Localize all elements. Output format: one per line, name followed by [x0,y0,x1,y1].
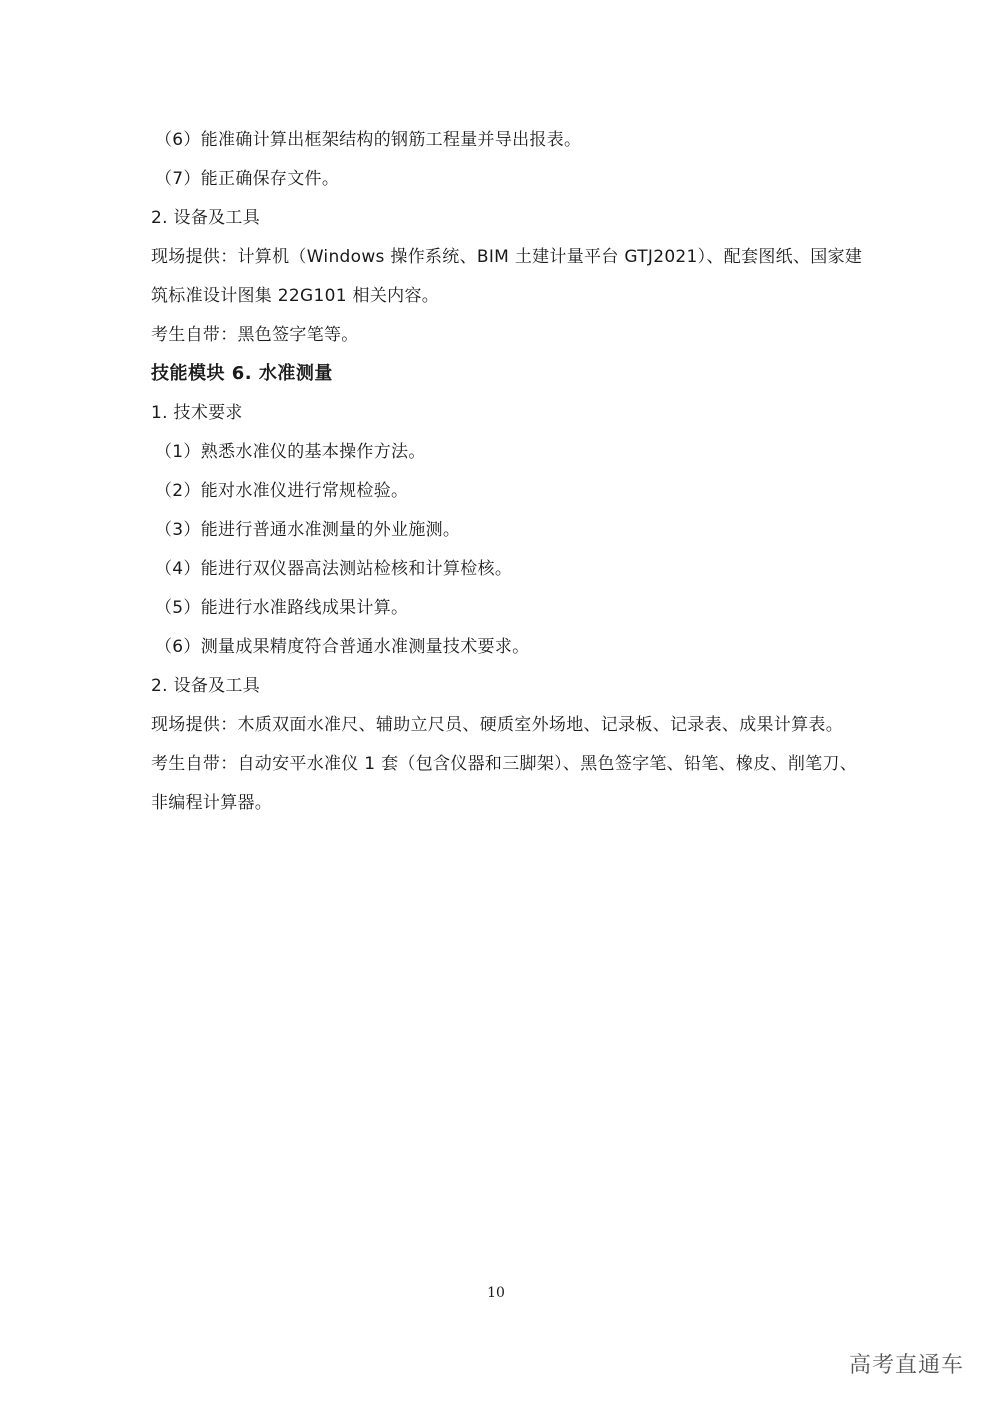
onsite-provided-line-2: 筑标准设计图集 22G101 相关内容。 [151,286,440,306]
onsite-provided-line-1: 现场提供：计算机（Windows 操作系统、BIM 土建计量平台 GTJ2021）、配套图纸、国家建 [151,247,863,267]
section-technical-requirements: 1. 技术要求 [151,403,243,423]
watermark: 高考直通车 [848,1353,964,1378]
requirement-2: （2）能对水准仪进行常规检验。 [155,481,409,501]
item-6-export-report: （6）能准确计算出框架结构的钢筋工程量并导出报表。 [155,130,582,150]
candidate-brings: 考生自带：黑色签字笔等。 [151,325,359,345]
requirement-1: （1）熟悉水准仪的基本操作方法。 [155,442,426,462]
page-number: 10 [487,1285,505,1301]
candidate-brings-leveling-line-1: 考生自带：自动安平水准仪 1 套（包含仪器和三脚架）、黑色签字笔、铅笔、橡皮、削笔刀、 [151,754,858,774]
module-6-heading: 技能模块 6. 水准测量 [151,363,333,384]
requirement-3: （3）能进行普通水准测量的外业施测。 [155,520,461,540]
candidate-brings-leveling-line-2: 非编程计算器。 [151,793,273,813]
requirement-4: （4）能进行双仪器高法测站检核和计算检核。 [155,559,513,579]
item-7-save-file: （7）能正确保存文件。 [155,169,340,189]
onsite-provided-leveling: 现场提供：木质双面水准尺、辅助立尺员、硬质室外场地、记录板、记录表、成果计算表。 [151,715,843,735]
requirement-6: （6）测量成果精度符合普通水准测量技术要求。 [155,637,530,657]
section-equipment-tools: 2. 设备及工具 [151,208,261,228]
requirement-5: （5）能进行水准路线成果计算。 [155,598,409,618]
section-equipment-tools-2: 2. 设备及工具 [151,676,261,696]
